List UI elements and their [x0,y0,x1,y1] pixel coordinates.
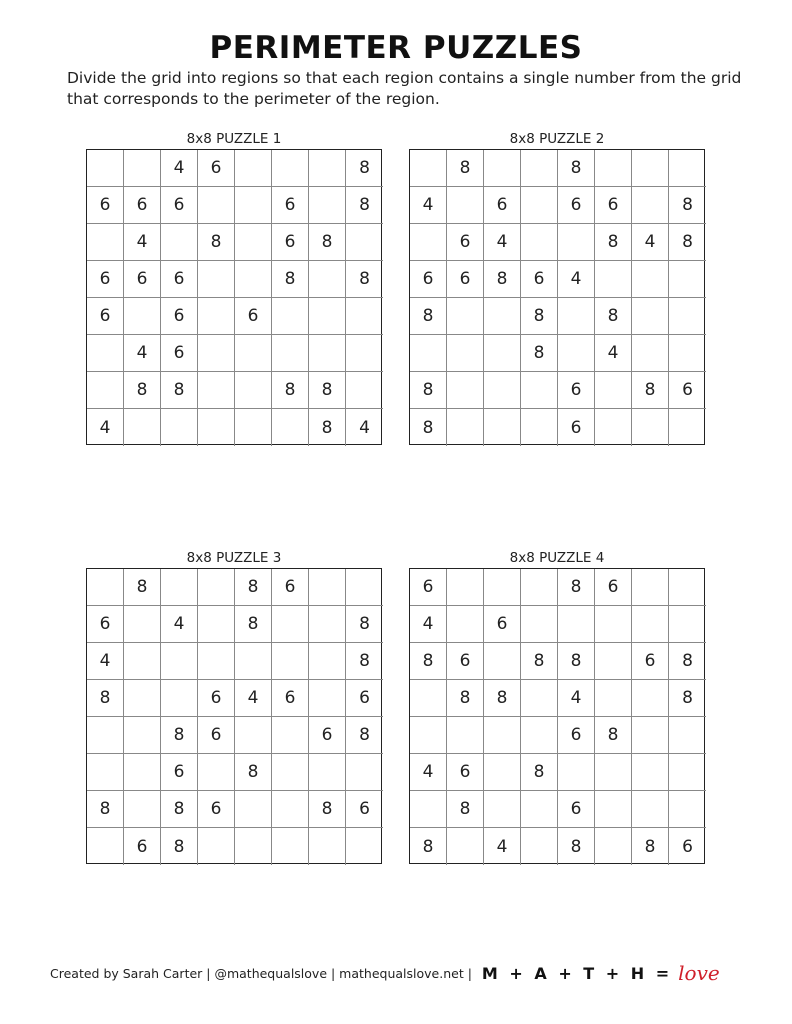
grid-cell: 6 [558,372,595,409]
grid-cell [410,224,447,261]
grid-cell: 6 [124,828,161,865]
grid-cell [669,606,706,643]
grid-cell [558,606,595,643]
grid-cell [521,187,558,224]
puzzle-3 [86,548,382,864]
grid-cell [595,828,632,865]
grid-cell: 8 [346,606,383,643]
grid-cell [198,372,235,409]
grid-cell [272,150,309,187]
grid-cell: 8 [410,409,447,446]
grid-cell [447,828,484,865]
grid-cell [632,791,669,828]
grid-cell [346,828,383,865]
grid-cell [198,754,235,791]
grid-cell [632,717,669,754]
grid-cell: 8 [447,791,484,828]
grid-cell [669,569,706,606]
grid-cell: 4 [124,224,161,261]
grid-cell [272,335,309,372]
grid-cell [558,754,595,791]
grid-cell: 8 [124,372,161,409]
grid-cell: 8 [669,680,706,717]
grid-cell [309,569,346,606]
grid-cell [669,754,706,791]
grid-cell: 8 [161,372,198,409]
grid-cell: 6 [161,754,198,791]
grid-cell [595,261,632,298]
grid-cell [521,409,558,446]
grid-cell [595,372,632,409]
grid-cell: 6 [632,643,669,680]
grid-cell: 6 [161,187,198,224]
grid-cell [521,150,558,187]
grid-cell [521,791,558,828]
grid-cell [595,150,632,187]
grid-cell [198,261,235,298]
grid-cell: 4 [484,828,521,865]
grid-cell [198,409,235,446]
grid-cell: 4 [124,335,161,372]
brand-logo: M + A + T + H = [481,963,673,983]
grid-cell [632,187,669,224]
grid-cell: 4 [595,335,632,372]
grid-cell [161,409,198,446]
grid-cell [198,187,235,224]
grid-cell: 8 [595,717,632,754]
grid-cell [447,606,484,643]
grid-cell: 8 [558,828,595,865]
puzzle-label: 8x8 PUZZLE 3 [186,550,282,566]
grid-cell [235,335,272,372]
grid-cell: 8 [410,828,447,865]
grid-cell [447,335,484,372]
grid-cell: 8 [235,754,272,791]
grid-cell: 6 [87,187,124,224]
puzzle-label: 8x8 PUZZLE 2 [509,131,605,147]
grid-cell: 8 [410,643,447,680]
grid-cell: 4 [484,224,521,261]
grid-cell [632,150,669,187]
grid-cell: 8 [235,606,272,643]
grid-cell [309,261,346,298]
grid-cell [346,754,383,791]
grid-cell [124,643,161,680]
grid-cell [346,224,383,261]
grid-cell [447,187,484,224]
grid-cell: 8 [124,569,161,606]
grid-cell: 6 [161,261,198,298]
grid-cell: 6 [235,298,272,335]
grid-cell: 8 [309,372,346,409]
grid-cell: 6 [595,569,632,606]
grid-cell [309,335,346,372]
grid-cell [346,372,383,409]
grid-cell [87,335,124,372]
grid-cell [198,298,235,335]
grid-cell: 8 [595,298,632,335]
puzzle-grid [86,149,382,445]
grid-cell [309,828,346,865]
page-title: PERIMETER PUZZLES [209,30,583,66]
grid-cell [124,791,161,828]
grid-cell [87,224,124,261]
grid-cell [521,569,558,606]
grid-cell [309,643,346,680]
grid-cell [632,680,669,717]
grid-cell [447,717,484,754]
instructions: Divide the grid into regions so that each region contains a single number from the grid that corresponds to the perimeter of the region. [67,69,742,108]
grid-cell: 6 [161,298,198,335]
grid-cell: 8 [558,569,595,606]
grid-cell: 8 [309,791,346,828]
grid-cell [124,150,161,187]
grid-cell [669,298,706,335]
grid-cell [235,791,272,828]
grid-cell [198,643,235,680]
grid-cell [124,298,161,335]
grid-cell: 8 [632,372,669,409]
grid-cell: 6 [447,754,484,791]
grid-cell: 6 [484,606,521,643]
grid-cell [272,828,309,865]
grid-cell: 6 [161,335,198,372]
grid-cell [632,569,669,606]
grid-cell: 4 [558,680,595,717]
grid-cell [309,298,346,335]
grid-cell: 6 [558,409,595,446]
grid-cell: 8 [632,828,669,865]
grid-cell: 8 [521,643,558,680]
grid-cell: 6 [410,569,447,606]
grid-cell [87,150,124,187]
grid-cell [272,298,309,335]
grid-cell [484,335,521,372]
brand-logo-love: love [678,961,720,985]
grid-cell: 8 [484,680,521,717]
grid-cell: 4 [410,606,447,643]
grid-cell: 6 [124,187,161,224]
grid-cell [124,606,161,643]
footer-credit: Created by Sarah Carter | @mathequalslove | mathequalslove.net | [50,965,472,981]
grid-cell: 6 [558,791,595,828]
grid-cell [309,606,346,643]
grid-cell [87,754,124,791]
grid-cell [521,680,558,717]
grid-cell [447,372,484,409]
grid-cell [198,606,235,643]
grid-cell: 6 [198,717,235,754]
grid-cell [484,717,521,754]
grid-cell: 6 [346,791,383,828]
grid-cell [309,150,346,187]
grid-cell [632,409,669,446]
grid-cell [558,335,595,372]
grid-cell [161,680,198,717]
grid-cell: 6 [447,224,484,261]
grid-cell [632,754,669,791]
grid-cell: 6 [272,680,309,717]
grid-cell: 8 [669,224,706,261]
footer [50,958,750,988]
grid-cell [235,150,272,187]
grid-cell: 6 [198,680,235,717]
grid-cell [521,717,558,754]
grid-cell [235,224,272,261]
grid-cell: 8 [521,335,558,372]
grid-cell [484,791,521,828]
grid-cell: 8 [161,828,198,865]
grid-cell [521,372,558,409]
grid-cell: 6 [198,791,235,828]
grid-cell: 6 [272,187,309,224]
grid-cell: 6 [87,298,124,335]
grid-cell [484,643,521,680]
grid-cell: 8 [161,717,198,754]
grid-cell: 8 [521,754,558,791]
grid-cell: 8 [521,298,558,335]
grid-cell: 8 [309,224,346,261]
grid-cell: 4 [359,417,370,438]
grid-cell: 8 [272,261,309,298]
grid-cell [595,680,632,717]
grid-cell: 8 [346,717,383,754]
grid-cell [669,261,706,298]
grid-cell [484,409,521,446]
grid-cell: 6 [309,717,346,754]
puzzle-label: 8x8 PUZZLE 4 [509,550,605,566]
grid-cell: 6 [447,643,484,680]
grid-cell [484,754,521,791]
grid-cell [87,372,124,409]
grid-cell: 6 [272,569,309,606]
grid-cell [87,717,124,754]
grid-cell [124,409,161,446]
puzzle-label: 8x8 PUZZLE 1 [186,131,282,147]
grid-cell: 6 [346,680,383,717]
grid-cell: 6 [87,606,124,643]
grid-cell [410,335,447,372]
grid-cell: 8 [410,372,447,409]
grid-cell: 4 [161,150,198,187]
grid-cell [484,298,521,335]
grid-cell [124,754,161,791]
grid-cell [272,643,309,680]
grid-cell [484,569,521,606]
puzzle-2 [409,129,705,445]
grid-cell [87,569,124,606]
grid-cell [235,187,272,224]
grid-cell: 6 [87,261,124,298]
grid-cell [161,569,198,606]
grid-cell [595,643,632,680]
grid-cell [669,791,706,828]
grid-cell [198,335,235,372]
grid-cell [632,261,669,298]
grid-cell: 6 [410,261,447,298]
grid-cell: 8 [161,791,198,828]
grid-cell [161,224,198,261]
grid-cell: 4 [632,224,669,261]
puzzle-1 [86,129,382,445]
grid-cell: 8 [272,372,309,409]
grid-cell: 4 [235,680,272,717]
grid-cell [484,372,521,409]
grid-cell [235,372,272,409]
grid-cell: 8 [669,643,706,680]
grid-cell: 4 [87,409,124,446]
grid-cell: 4 [410,187,447,224]
grid-cell: 8 [346,261,383,298]
grid-cell [124,717,161,754]
grid-cell [346,569,383,606]
puzzle-grid [86,568,382,864]
grid-cell [484,150,521,187]
grid-cell: 8 [558,643,595,680]
grid-cell: 8 [595,224,632,261]
puzzle-grid [409,568,705,864]
puzzle-4 [409,548,705,864]
puzzle-grid [409,149,705,445]
grid-cell [595,791,632,828]
grid-cell: 8 [235,569,272,606]
grid-cell [595,606,632,643]
grid-cell [161,643,198,680]
grid-cell [447,298,484,335]
grid-cell: 6 [272,224,309,261]
grid-cell [272,606,309,643]
grid-cell [447,409,484,446]
grid-cell: 4 [161,606,198,643]
grid-cell: 6 [558,717,595,754]
grid-cell: 6 [669,372,706,409]
grid-cell [632,335,669,372]
grid-cell [521,224,558,261]
grid-cell [632,298,669,335]
grid-cell [198,569,235,606]
grid-cell: 8 [346,187,383,224]
grid-cell [235,717,272,754]
grid-cell [669,717,706,754]
grid-cell [87,828,124,865]
grid-cell [595,409,632,446]
grid-cell [235,261,272,298]
grid-cell: 8 [447,680,484,717]
grid-cell [235,643,272,680]
grid-cell: 8 [484,261,521,298]
grid-cell: 4 [410,754,447,791]
grid-cell [595,754,632,791]
grid-cell [521,606,558,643]
grid-cell: 8 [447,150,484,187]
grid-cell: 6 [682,836,693,857]
grid-cell: 8 [410,298,447,335]
grid-cell [558,224,595,261]
grid-cell: 8 [309,409,346,446]
grid-cell [669,150,706,187]
grid-cell [669,335,706,372]
grid-cell [235,409,272,446]
grid-cell [235,828,272,865]
grid-cell: 4 [558,261,595,298]
grid-cell [410,680,447,717]
grid-cell: 6 [198,150,235,187]
grid-cell: 6 [124,261,161,298]
grid-cell [521,828,558,865]
grid-cell [346,335,383,372]
grid-cell [632,606,669,643]
grid-cell [309,680,346,717]
grid-cell [272,409,309,446]
grid-cell: 8 [87,791,124,828]
grid-cell [410,150,447,187]
grid-cell: 8 [346,643,383,680]
grid-cell [272,717,309,754]
grid-cell [669,409,706,446]
grid-cell [447,569,484,606]
grid-cell [410,791,447,828]
grid-cell [558,298,595,335]
grid-cell [272,754,309,791]
grid-cell: 6 [521,261,558,298]
grid-cell: 6 [484,187,521,224]
grid-cell [346,298,383,335]
grid-cell: 8 [87,680,124,717]
grid-cell [198,828,235,865]
grid-cell [309,754,346,791]
grid-cell: 8 [346,150,383,187]
grid-cell [124,680,161,717]
grid-cell [410,717,447,754]
grid-cell: 6 [558,187,595,224]
grid-cell: 6 [447,261,484,298]
grid-cell [309,187,346,224]
grid-cell: 6 [595,187,632,224]
grid-cell [272,791,309,828]
grid-cell: 8 [558,150,595,187]
grid-cell: 8 [198,224,235,261]
grid-cell: 4 [87,643,124,680]
grid-cell: 8 [669,187,706,224]
